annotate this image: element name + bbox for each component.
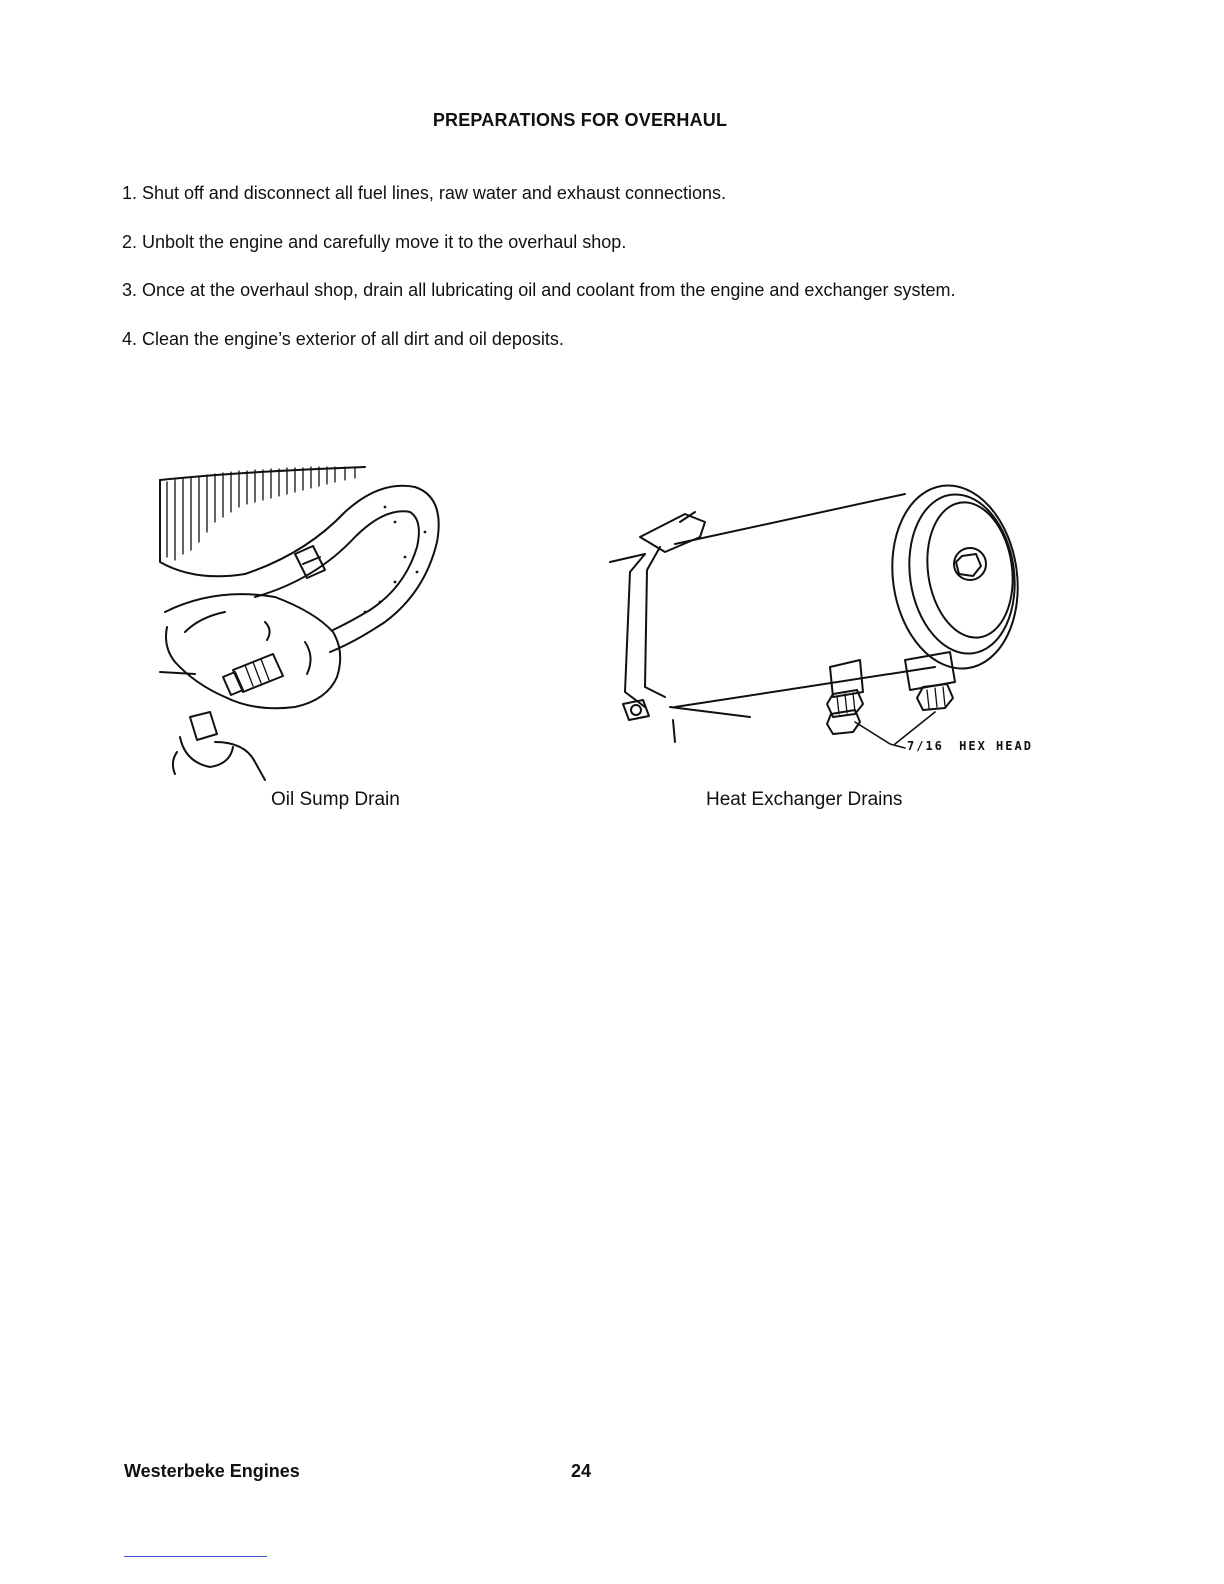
hex-head-callout — [907, 739, 1033, 753]
footer-brand: Westerbeke Engines — [124, 1461, 300, 1481]
page-number: 24 — [571, 1461, 592, 1481]
footer-rule — [124, 1556, 267, 1557]
step-item: 4. Clean the engine’s exterior of all dirt and oil deposits. — [122, 328, 564, 349]
heat-exchanger-drawing — [605, 482, 1033, 772]
procedure-steps — [122, 181, 1122, 375]
heat-exchanger-drains-illustration — [605, 482, 1033, 772]
step-item: 1. Shut off and disconnect all fuel lines, raw water and exhaust connections. — [122, 183, 727, 203]
oil-sump-drain-drawing — [155, 462, 465, 792]
oil-sump-drain-illustration — [155, 462, 465, 792]
oil-sump-drain-caption: Oil Sump Drain — [271, 789, 400, 810]
step-item: 3. Once at the overhaul shop, drain all lubricating oil and coolant from the engine and exchanger system. — [122, 280, 956, 300]
callout-text: HEX HEAD — [959, 739, 1033, 753]
page-title: PREPARATIONS FOR OVERHAUL — [432, 110, 728, 130]
step-item: 2. Unbolt the engine and carefully move it to the overhaul shop. — [122, 231, 627, 252]
heat-exchanger-drains-caption: Heat Exchanger Drains — [706, 789, 903, 810]
callout-fraction: 7/16 — [907, 739, 944, 753]
